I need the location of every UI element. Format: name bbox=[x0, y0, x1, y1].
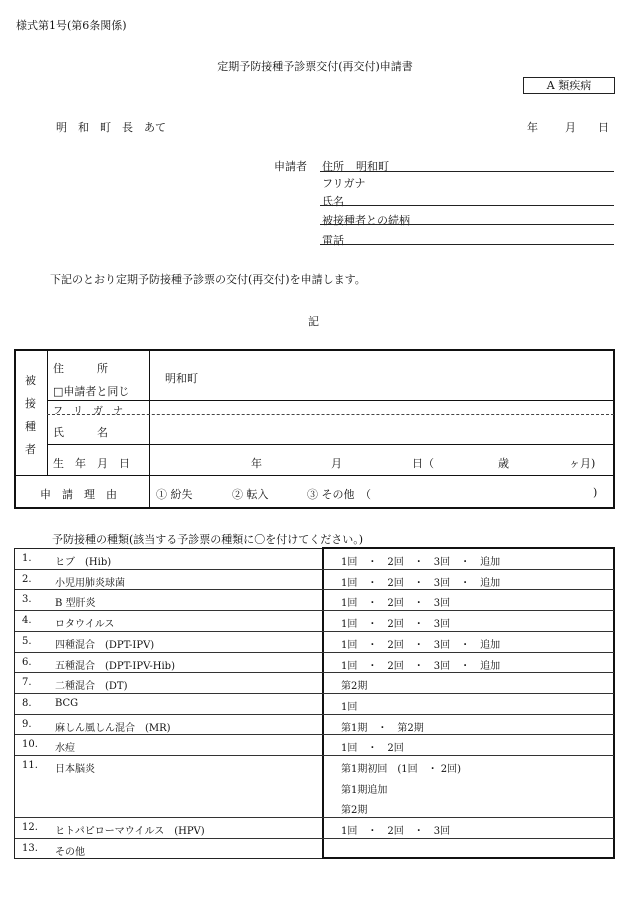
statement: 下記のとおり定期予防接種予診票の交付(再交付)を申請します。 bbox=[50, 273, 366, 286]
subject-dob-label: 生 年 月 日 bbox=[53, 457, 130, 470]
applicant-relationship-line bbox=[320, 224, 614, 225]
applicant-label: 申請者 bbox=[274, 160, 307, 173]
vaccine-row-number: 12. bbox=[22, 822, 38, 833]
vaccine-dose-options[interactable]: 第1期追加 bbox=[341, 785, 388, 796]
vaccine-dose-options[interactable]: 1回 ・ 2回 ・ 3回 bbox=[341, 826, 451, 837]
vaccine-row-divider bbox=[15, 714, 614, 715]
applicant-address-value: 明和町 bbox=[356, 160, 389, 173]
vaccine-row-name: BCG bbox=[55, 698, 79, 709]
subject-name-label: 氏 名 bbox=[53, 426, 108, 439]
subject-label-divider bbox=[149, 350, 150, 508]
vaccine-row-name: ロタウイルス bbox=[55, 619, 115, 630]
vaccine-dose-options[interactable]: 1回 ・ 2回 ・ 3回 ・ 追加 bbox=[341, 557, 501, 568]
subject-address-label: 住 所 bbox=[53, 362, 108, 375]
subject-side-char-2: 接 bbox=[25, 397, 36, 410]
applicant-name-label: 氏名 bbox=[322, 195, 344, 208]
vaccine-row-number: 9. bbox=[22, 719, 32, 730]
vaccine-row-number: 7. bbox=[22, 677, 32, 688]
vaccine-row-name: ヒトパピローマウイルス (HPV) bbox=[55, 826, 205, 837]
applicant-phone-line bbox=[320, 244, 614, 245]
subject-furigana-label: フ リ ガ ナ bbox=[53, 406, 123, 417]
applicant-phone-label: 電話 bbox=[322, 234, 344, 247]
vaccine-row-name: ヒブ (Hib) bbox=[55, 557, 112, 568]
vaccine-row-name: その他 bbox=[55, 847, 85, 858]
vaccine-row-name: 水痘 bbox=[55, 743, 75, 754]
vaccine-dose-options[interactable]: 1回 ・ 2回 ・ 3回 ・ 追加 bbox=[341, 578, 501, 589]
vaccine-row-number: 10. bbox=[22, 739, 38, 750]
vaccine-dose-options[interactable]: 1回 ・ 2回 ・ 3回 bbox=[341, 619, 451, 630]
dob-age-label: 歳 bbox=[498, 457, 509, 470]
document-title: 定期予防接種予診票交付(再交付)申請書 bbox=[217, 60, 413, 73]
vaccine-dose-options[interactable]: 1回 bbox=[341, 702, 358, 713]
dob-month-label: 月 bbox=[331, 457, 342, 470]
applicant-name-line bbox=[320, 205, 614, 206]
vaccine-row-divider bbox=[15, 817, 614, 818]
vaccine-row-divider bbox=[15, 838, 614, 839]
subject-row-line-4 bbox=[16, 475, 614, 476]
vaccine-row-name: 四種混合 (DPT-IPV) bbox=[55, 640, 155, 651]
vaccine-row-name: 麻しん風しん混合 (MR) bbox=[55, 723, 171, 734]
date-year-label: 年 bbox=[527, 121, 538, 134]
same-as-applicant-checkbox[interactable]: □申請者と同じ bbox=[53, 385, 130, 398]
vaccine-row-name: 五種混合 (DPT-IPV-Hib) bbox=[55, 661, 175, 672]
subject-row-line-3 bbox=[47, 444, 614, 445]
vaccine-dose-options[interactable]: 1回 ・ 2回 ・ 3回 ・ 追加 bbox=[341, 640, 501, 651]
reason-option-moved-in[interactable]: ② 転入 bbox=[232, 488, 269, 501]
vaccine-row-number: 8. bbox=[22, 698, 32, 709]
vaccine-row-divider bbox=[15, 672, 614, 673]
subject-side-divider bbox=[47, 350, 48, 476]
vaccine-row-divider bbox=[15, 631, 614, 632]
dob-year-label: 年 bbox=[251, 457, 262, 470]
applicant-address-line bbox=[320, 171, 614, 172]
subject-row-line-2 bbox=[47, 414, 614, 415]
vaccine-dose-options[interactable]: 1回 ・ 2回 ・ 3回 ・ 追加 bbox=[341, 661, 501, 672]
dob-months-label: ヶ月) bbox=[569, 457, 596, 470]
applicant-relationship-label: 被接種者との続柄 bbox=[322, 214, 410, 227]
vaccine-dose-options[interactable]: 第1期初回 (1回 ・ 2回) bbox=[341, 764, 462, 775]
vaccine-row-number: 13. bbox=[22, 843, 38, 854]
applicant-address-label: 住所 bbox=[322, 160, 344, 173]
reason-label: 申 請 理 由 bbox=[40, 488, 117, 501]
vaccine-row-number: 11. bbox=[22, 760, 38, 771]
vaccine-row-divider bbox=[15, 734, 614, 735]
vaccine-row-divider bbox=[15, 589, 614, 590]
subject-side-char-4: 者 bbox=[25, 443, 36, 456]
subject-address-value: 明和町 bbox=[165, 372, 198, 385]
vaccine-row-number: 3. bbox=[22, 594, 32, 605]
dob-day-label: 日（ bbox=[412, 457, 434, 470]
reason-close-paren: ) bbox=[593, 486, 598, 499]
addressee: 明 和 町 長 あて bbox=[56, 121, 166, 134]
vaccine-dose-options[interactable]: 第2期 bbox=[341, 681, 368, 692]
ki-mark: 記 bbox=[308, 315, 319, 328]
vaccine-row-name: 二種混合 (DT) bbox=[55, 681, 128, 692]
subject-side-char-1: 被 bbox=[25, 374, 36, 387]
vaccine-row-divider bbox=[15, 610, 614, 611]
vaccine-row-divider bbox=[15, 569, 614, 570]
vaccine-row-number: 4. bbox=[22, 615, 32, 626]
vaccine-row-number: 5. bbox=[22, 636, 32, 647]
form-number: 様式第1号(第6条関係) bbox=[16, 19, 127, 32]
vaccine-row-name: 日本脳炎 bbox=[55, 764, 95, 775]
vaccine-row-divider bbox=[15, 652, 614, 653]
vaccine-dose-options[interactable]: 第1期 ・ 第2期 bbox=[341, 723, 424, 734]
vaccine-row-number: 2. bbox=[22, 574, 32, 585]
vaccine-heading: 予防接種の種類(該当する予診票の種類に〇を付けてください。) bbox=[52, 533, 364, 546]
applicant-furigana-label: フリガナ bbox=[322, 177, 366, 190]
vaccine-row-divider bbox=[15, 755, 614, 756]
date-month-label: 月 bbox=[565, 121, 576, 134]
category-box: A 類疾病 bbox=[523, 77, 615, 94]
reason-option-other[interactable]: ③ その他 （ bbox=[307, 488, 371, 501]
vaccine-row-number: 1. bbox=[22, 553, 32, 564]
vaccine-row-name: 小児用肺炎球菌 bbox=[55, 578, 125, 589]
reason-option-lost[interactable]: ① 紛失 bbox=[156, 488, 193, 501]
vaccine-dose-options[interactable]: 第2期 bbox=[341, 805, 368, 816]
vaccine-row-divider bbox=[15, 693, 614, 694]
vaccine-dose-options[interactable]: 1回 ・ 2回 ・ 3回 bbox=[341, 598, 451, 609]
vaccine-dose-options[interactable]: 1回 ・ 2回 bbox=[341, 743, 404, 754]
subject-side-char-3: 種 bbox=[25, 420, 36, 433]
vaccine-row-name: B 型肝炎 bbox=[55, 598, 96, 609]
date-day-label: 日 bbox=[598, 121, 609, 134]
subject-row-line-1 bbox=[47, 400, 614, 401]
vaccine-row-number: 6. bbox=[22, 657, 32, 668]
